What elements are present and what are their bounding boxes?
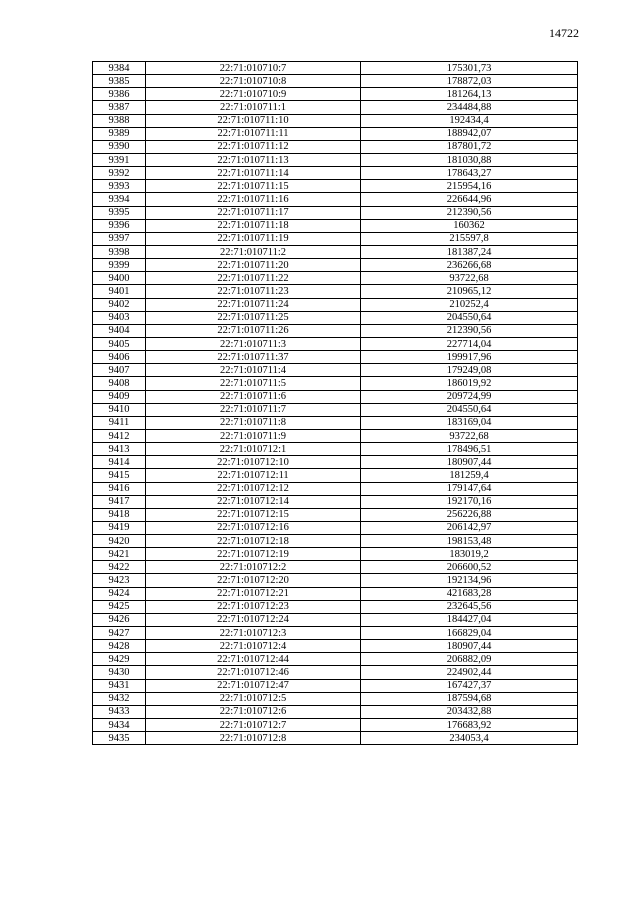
table-row <box>93 153 578 166</box>
cadastral-number-cell: 22:71:010712:47 <box>146 679 361 692</box>
row-number-cell: 9385 <box>93 75 146 88</box>
row-number-cell: 9432 <box>93 692 146 705</box>
row-number-cell: 9420 <box>93 535 146 548</box>
table-row <box>93 127 578 140</box>
table-row <box>93 653 578 666</box>
cadastral-number-cell: 22:71:010712:16 <box>146 521 361 534</box>
cadastral-number-cell: 22:71:010712:7 <box>146 719 361 732</box>
cadastral-number-cell: 22:71:010711:25 <box>146 311 361 324</box>
row-number-cell: 9423 <box>93 574 146 587</box>
cadastral-number-cell: 22:71:010712:3 <box>146 627 361 640</box>
table-row <box>93 692 578 705</box>
table-row <box>93 535 578 548</box>
table-row <box>93 206 578 219</box>
table-row <box>93 219 578 232</box>
row-number-cell: 9390 <box>93 140 146 153</box>
row-number-cell: 9433 <box>93 705 146 718</box>
table-row <box>93 364 578 377</box>
cadastral-value-cell: 178643,27 <box>361 167 578 180</box>
cadastral-value-cell: 179249,08 <box>361 364 578 377</box>
table-row <box>93 613 578 626</box>
row-number-cell: 9429 <box>93 653 146 666</box>
cadastral-number-cell: 22:71:010711:7 <box>146 403 361 416</box>
cadastral-value-cell: 192170,16 <box>361 495 578 508</box>
cadastral-value-cell: 421683,28 <box>361 587 578 600</box>
cadastral-value-cell: 160362 <box>361 219 578 232</box>
table-row <box>93 508 578 521</box>
table-row <box>93 88 578 101</box>
table-row <box>93 521 578 534</box>
row-number-cell: 9417 <box>93 495 146 508</box>
row-number-cell: 9407 <box>93 364 146 377</box>
cadastral-value-cell: 212390,56 <box>361 324 578 337</box>
table-row <box>93 469 578 482</box>
row-number-cell: 9427 <box>93 627 146 640</box>
cadastral-value-cell: 187801,72 <box>361 140 578 153</box>
row-number-cell: 9413 <box>93 443 146 456</box>
cadastral-value-cell: 178872,03 <box>361 75 578 88</box>
table-row <box>93 114 578 127</box>
table-row <box>93 705 578 718</box>
cadastral-number-cell: 22:71:010712:5 <box>146 692 361 705</box>
cadastral-number-cell: 22:71:010711:8 <box>146 416 361 429</box>
cadastral-number-cell: 22:71:010711:37 <box>146 351 361 364</box>
cadastral-value-cell: 232645,56 <box>361 600 578 613</box>
table-row <box>93 732 578 745</box>
cadastral-number-cell: 22:71:010711:15 <box>146 180 361 193</box>
row-number-cell: 9396 <box>93 219 146 232</box>
row-number-cell: 9400 <box>93 272 146 285</box>
row-number-cell: 9394 <box>93 193 146 206</box>
row-number-cell: 9384 <box>93 62 146 75</box>
cadastral-number-cell: 22:71:010712:18 <box>146 535 361 548</box>
cadastral-value-cell: 180907,44 <box>361 640 578 653</box>
cadastral-number-cell: 22:71:010712:12 <box>146 482 361 495</box>
cadastral-number-cell: 22:71:010710:9 <box>146 88 361 101</box>
table-row <box>93 180 578 193</box>
cadastral-number-cell: 22:71:010712:6 <box>146 705 361 718</box>
cadastral-value-cell: 192434,4 <box>361 114 578 127</box>
cadastral-number-cell: 22:71:010711:20 <box>146 259 361 272</box>
table-row <box>93 337 578 350</box>
cadastral-value-cell: 210252,4 <box>361 298 578 311</box>
cadastral-value-cell: 192134,96 <box>361 574 578 587</box>
table-row <box>93 351 578 364</box>
row-number-cell: 9403 <box>93 311 146 324</box>
table-row <box>93 140 578 153</box>
table-row <box>93 587 578 600</box>
table-row <box>93 482 578 495</box>
cadastral-value-cell: 181030,88 <box>361 153 578 166</box>
cadastral-value-cell: 206142,97 <box>361 521 578 534</box>
row-number-cell: 9421 <box>93 548 146 561</box>
cadastral-value-cell: 203432,88 <box>361 705 578 718</box>
cadastral-number-cell: 22:71:010712:46 <box>146 666 361 679</box>
cadastral-value-cell: 256226,88 <box>361 508 578 521</box>
table-row <box>93 600 578 613</box>
cadastral-value-cell: 186019,92 <box>361 377 578 390</box>
row-number-cell: 9401 <box>93 285 146 298</box>
page-number: 14722 <box>549 26 579 40</box>
row-number-cell: 9406 <box>93 351 146 364</box>
row-number-cell: 9414 <box>93 456 146 469</box>
table-row <box>93 101 578 114</box>
cadastral-value-cell: 212390,56 <box>361 206 578 219</box>
cadastral-value-cell: 210965,12 <box>361 285 578 298</box>
row-number-cell: 9387 <box>93 101 146 114</box>
row-number-cell: 9419 <box>93 521 146 534</box>
cadastral-number-cell: 22:71:010711:19 <box>146 232 361 245</box>
cadastral-number-cell: 22:71:010711:18 <box>146 219 361 232</box>
row-number-cell: 9388 <box>93 114 146 127</box>
row-number-cell: 9402 <box>93 298 146 311</box>
row-number-cell: 9389 <box>93 127 146 140</box>
cadastral-value-cell: 178496,51 <box>361 443 578 456</box>
cadastral-number-cell: 22:71:010711:6 <box>146 390 361 403</box>
cadastral-number-cell: 22:71:010710:8 <box>146 75 361 88</box>
cadastral-value-cell: 204550,64 <box>361 311 578 324</box>
row-number-cell: 9398 <box>93 245 146 258</box>
cadastral-number-cell: 22:71:010712:44 <box>146 653 361 666</box>
row-number-cell: 9393 <box>93 180 146 193</box>
row-number-cell: 9424 <box>93 587 146 600</box>
table-row <box>93 679 578 692</box>
cadastral-number-cell: 22:71:010712:10 <box>146 456 361 469</box>
table-row <box>93 285 578 298</box>
cadastral-value-cell: 224902,44 <box>361 666 578 679</box>
table-row <box>93 311 578 324</box>
table-row <box>93 416 578 429</box>
cadastral-value-cell: 181387,24 <box>361 245 578 258</box>
table-row <box>93 259 578 272</box>
cadastral-number-cell: 22:71:010711:10 <box>146 114 361 127</box>
cadastral-value-cell: 215954,16 <box>361 180 578 193</box>
table-row <box>93 666 578 679</box>
cadastral-number-cell: 22:71:010711:23 <box>146 285 361 298</box>
table-row <box>93 390 578 403</box>
row-number-cell: 9431 <box>93 679 146 692</box>
cadastral-value-cell: 204550,64 <box>361 403 578 416</box>
cadastral-value-cell: 93722,68 <box>361 272 578 285</box>
table-row <box>93 495 578 508</box>
row-number-cell: 9430 <box>93 666 146 679</box>
cadastral-value-cell: 234484,88 <box>361 101 578 114</box>
cadastral-value-cell: 181264,13 <box>361 88 578 101</box>
row-number-cell: 9426 <box>93 613 146 626</box>
table-row <box>93 456 578 469</box>
cadastral-value-cell: 179147,64 <box>361 482 578 495</box>
table-row <box>93 377 578 390</box>
row-number-cell: 9410 <box>93 403 146 416</box>
cadastral-number-cell: 22:71:010711:3 <box>146 337 361 350</box>
cadastral-value-cell: 93722,68 <box>361 429 578 442</box>
cadastral-number-cell: 22:71:010712:2 <box>146 561 361 574</box>
cadastral-value-cell: 180907,44 <box>361 456 578 469</box>
cadastral-number-cell: 22:71:010712:4 <box>146 640 361 653</box>
row-number-cell: 9412 <box>93 429 146 442</box>
table-body <box>93 62 578 745</box>
cadastral-number-cell: 22:71:010711:24 <box>146 298 361 311</box>
cadastral-value-cell: 176683,92 <box>361 719 578 732</box>
row-number-cell: 9418 <box>93 508 146 521</box>
table-row <box>93 627 578 640</box>
cadastral-value-cell: 227714,04 <box>361 337 578 350</box>
table-row <box>93 245 578 258</box>
cadastral-number-cell: 22:71:010711:22 <box>146 272 361 285</box>
cadastral-value-cell: 226644,96 <box>361 193 578 206</box>
row-number-cell: 9434 <box>93 719 146 732</box>
cadastral-number-cell: 22:71:010711:12 <box>146 140 361 153</box>
cadastral-number-cell: 22:71:010712:23 <box>146 600 361 613</box>
cadastral-number-cell: 22:71:010711:9 <box>146 429 361 442</box>
table-row <box>93 574 578 587</box>
row-number-cell: 9392 <box>93 167 146 180</box>
cadastral-number-cell: 22:71:010711:26 <box>146 324 361 337</box>
cadastral-number-cell: 22:71:010710:7 <box>146 62 361 75</box>
table-row <box>93 167 578 180</box>
table-row <box>93 719 578 732</box>
row-number-cell: 9415 <box>93 469 146 482</box>
row-number-cell: 9408 <box>93 377 146 390</box>
row-number-cell: 9405 <box>93 337 146 350</box>
cadastral-value-table <box>92 61 578 745</box>
row-number-cell: 9397 <box>93 232 146 245</box>
cadastral-value-cell: 234053,4 <box>361 732 578 745</box>
table-row <box>93 232 578 245</box>
cadastral-value-cell: 188942,07 <box>361 127 578 140</box>
row-number-cell: 9409 <box>93 390 146 403</box>
cadastral-number-cell: 22:71:010711:13 <box>146 153 361 166</box>
row-number-cell: 9399 <box>93 259 146 272</box>
cadastral-value-cell: 206882,09 <box>361 653 578 666</box>
table-row <box>93 640 578 653</box>
table-row <box>93 298 578 311</box>
cadastral-value-cell: 183169,04 <box>361 416 578 429</box>
cadastral-number-cell: 22:71:010711:1 <box>146 101 361 114</box>
row-number-cell: 9425 <box>93 600 146 613</box>
cadastral-number-cell: 22:71:010712:19 <box>146 548 361 561</box>
table-row <box>93 443 578 456</box>
cadastral-number-cell: 22:71:010712:1 <box>146 443 361 456</box>
cadastral-number-cell: 22:71:010711:4 <box>146 364 361 377</box>
cadastral-number-cell: 22:71:010712:11 <box>146 469 361 482</box>
table-row <box>93 561 578 574</box>
table-row <box>93 429 578 442</box>
cadastral-value-cell: 206600,52 <box>361 561 578 574</box>
cadastral-number-cell: 22:71:010711:17 <box>146 206 361 219</box>
table-row <box>93 193 578 206</box>
row-number-cell: 9404 <box>93 324 146 337</box>
cadastral-number-cell: 22:71:010711:2 <box>146 245 361 258</box>
cadastral-number-cell: 22:71:010711:16 <box>146 193 361 206</box>
row-number-cell: 9391 <box>93 153 146 166</box>
cadastral-number-cell: 22:71:010712:21 <box>146 587 361 600</box>
cadastral-value-cell: 166829,04 <box>361 627 578 640</box>
table-row <box>93 403 578 416</box>
cadastral-value-cell: 181259,4 <box>361 469 578 482</box>
table-row <box>93 62 578 75</box>
cadastral-number-cell: 22:71:010711:11 <box>146 127 361 140</box>
cadastral-value-cell: 199917,96 <box>361 351 578 364</box>
row-number-cell: 9422 <box>93 561 146 574</box>
table-row <box>93 548 578 561</box>
cadastral-value-cell: 198153,48 <box>361 535 578 548</box>
cadastral-number-cell: 22:71:010712:24 <box>146 613 361 626</box>
row-number-cell: 9386 <box>93 88 146 101</box>
cadastral-value-cell: 184427,04 <box>361 613 578 626</box>
table-row <box>93 75 578 88</box>
cadastral-number-cell: 22:71:010712:15 <box>146 508 361 521</box>
table-row <box>93 272 578 285</box>
cadastral-number-cell: 22:71:010711:14 <box>146 167 361 180</box>
cadastral-number-cell: 22:71:010712:8 <box>146 732 361 745</box>
cadastral-value-cell: 167427,37 <box>361 679 578 692</box>
cadastral-value-cell: 209724,99 <box>361 390 578 403</box>
cadastral-value-cell: 183019,2 <box>361 548 578 561</box>
cadastral-value-cell: 187594,68 <box>361 692 578 705</box>
row-number-cell: 9395 <box>93 206 146 219</box>
cadastral-number-cell: 22:71:010712:14 <box>146 495 361 508</box>
row-number-cell: 9416 <box>93 482 146 495</box>
cadastral-number-cell: 22:71:010712:20 <box>146 574 361 587</box>
cadastral-value-cell: 215597,8 <box>361 232 578 245</box>
cadastral-value-cell: 175301,73 <box>361 62 578 75</box>
cadastral-number-cell: 22:71:010711:5 <box>146 377 361 390</box>
cadastral-value-cell: 236266,68 <box>361 259 578 272</box>
row-number-cell: 9428 <box>93 640 146 653</box>
row-number-cell: 9435 <box>93 732 146 745</box>
row-number-cell: 9411 <box>93 416 146 429</box>
table-row <box>93 324 578 337</box>
